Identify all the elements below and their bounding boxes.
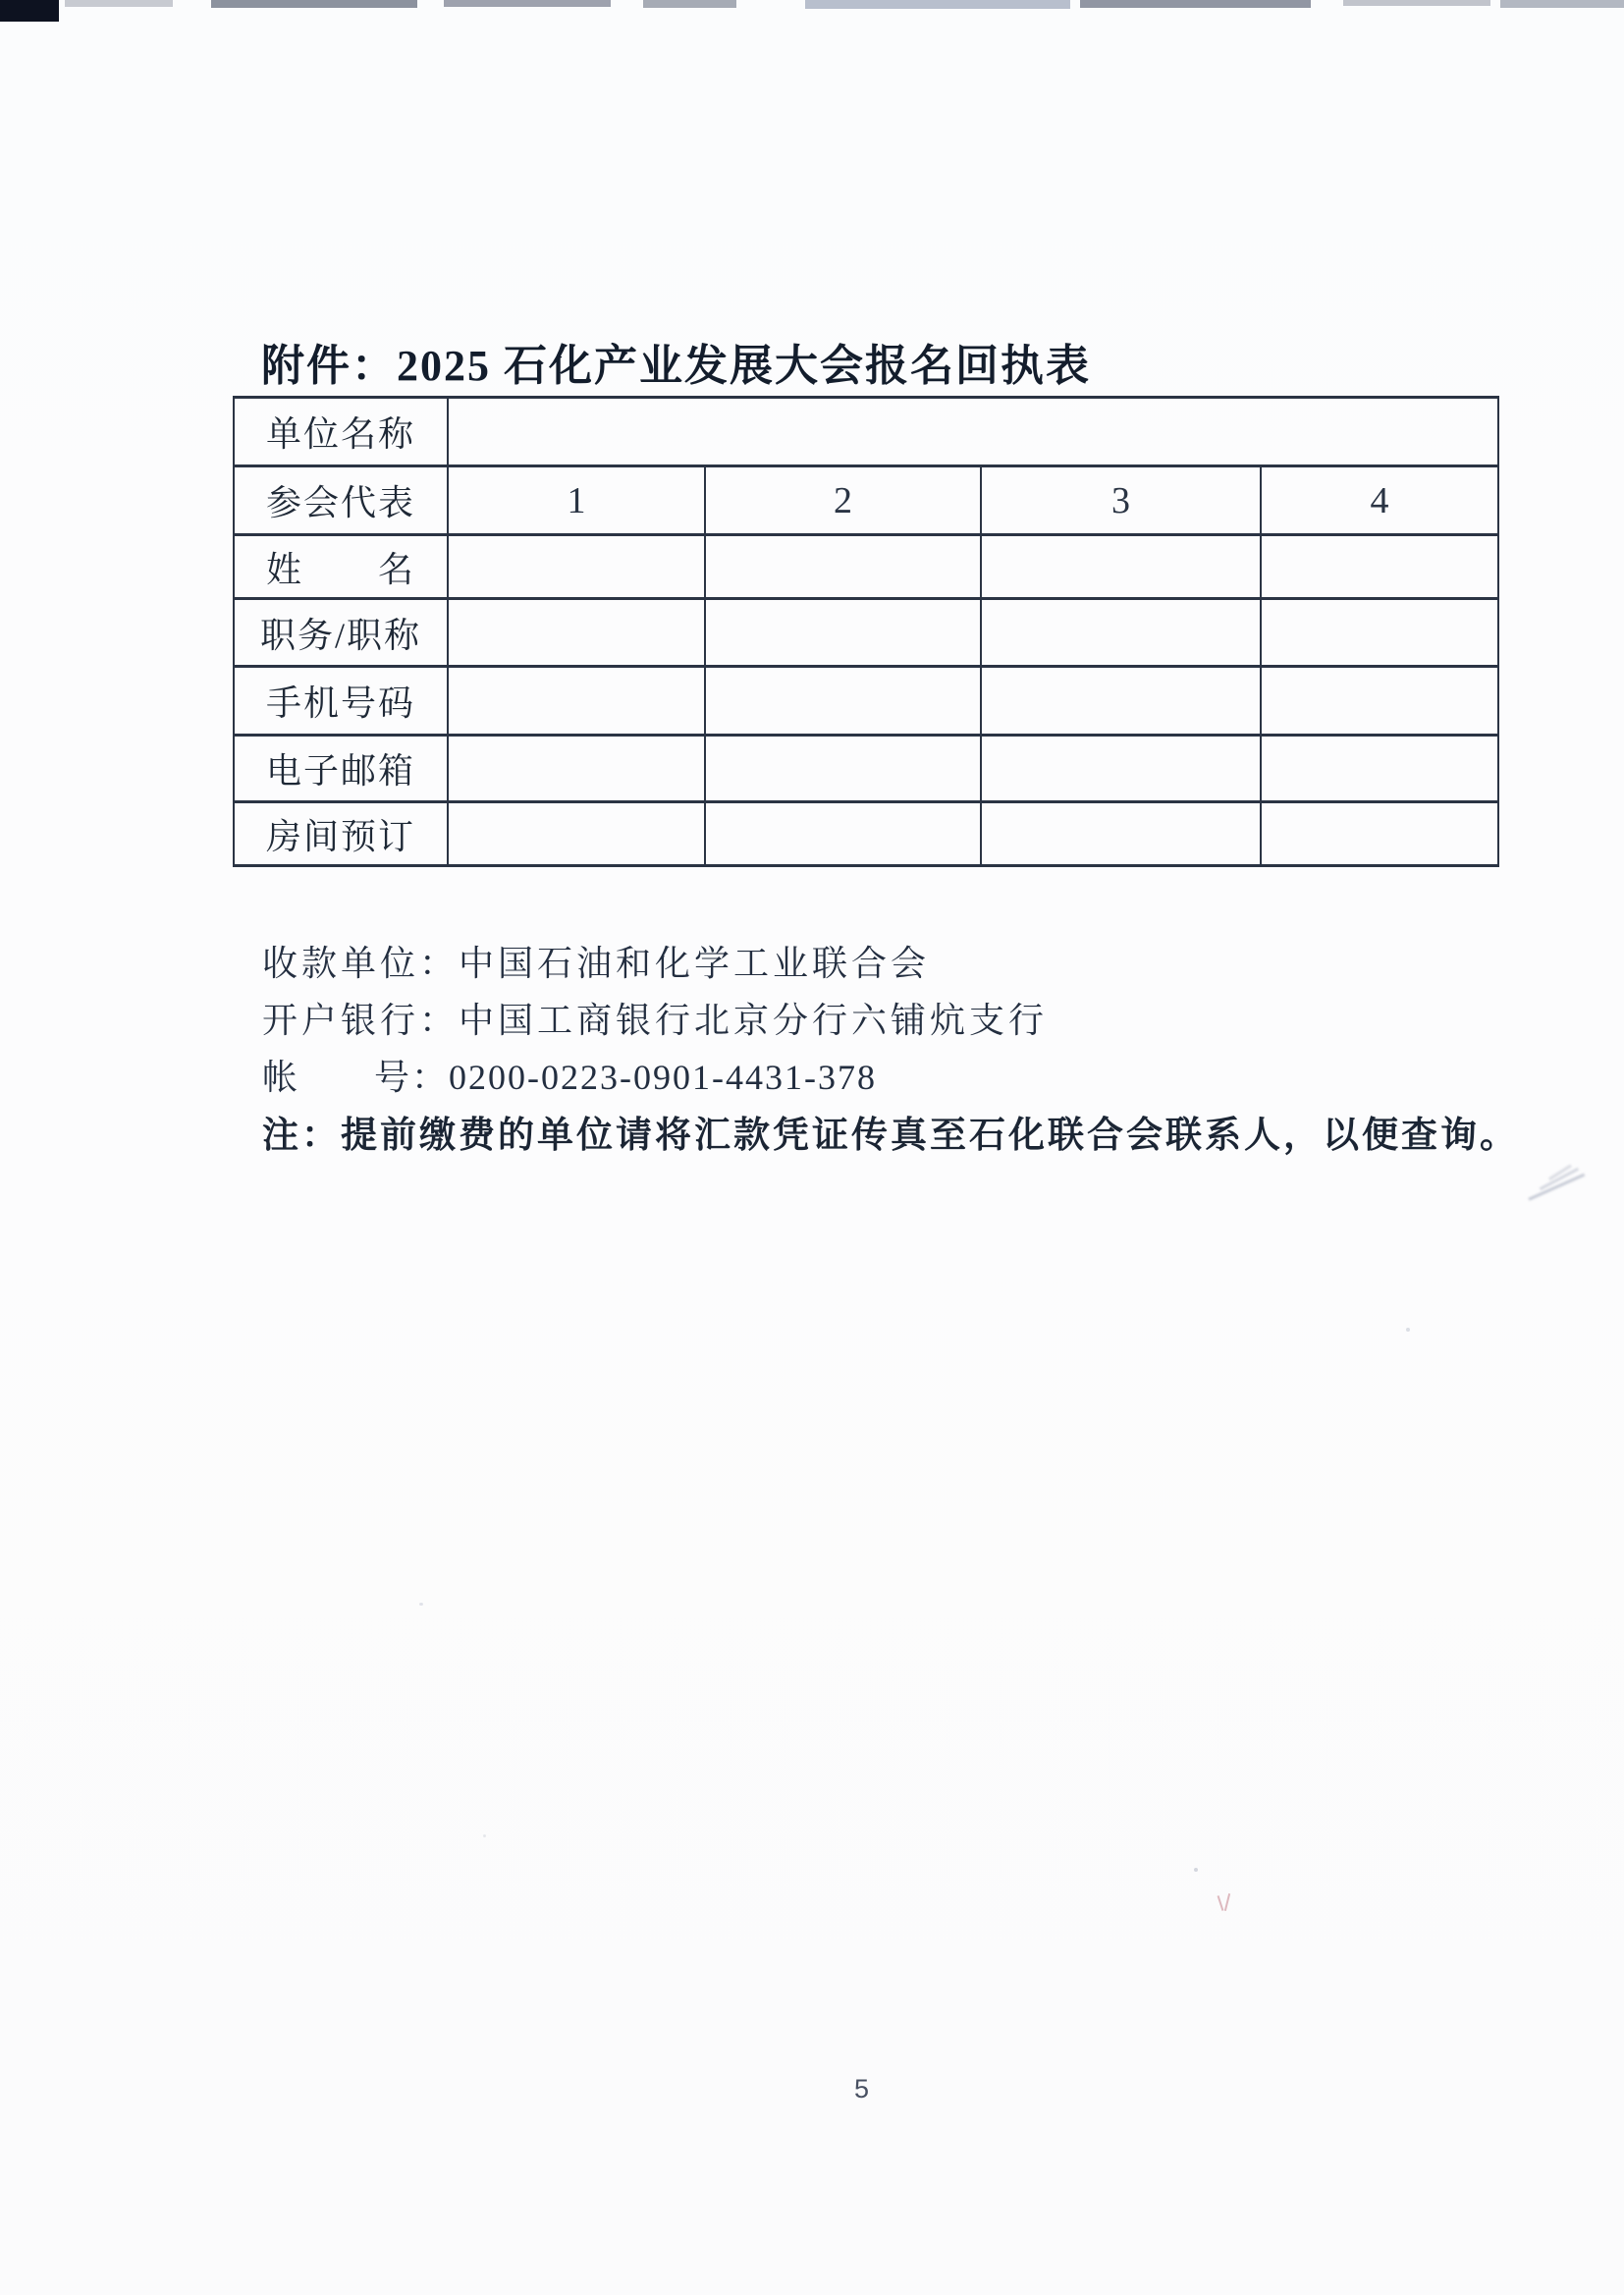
table-row-mobile bbox=[234, 667, 1498, 736]
payment-info-block bbox=[262, 935, 1519, 1165]
note-line: 注：提前缴费的单位请将汇款凭证传真至石化联合会联系人，以便查询。 bbox=[262, 1116, 1519, 1156]
scan-speck bbox=[483, 1834, 486, 1837]
payee-label: 收款单位： bbox=[262, 944, 460, 983]
bank-label: 开户银行： bbox=[262, 1001, 460, 1040]
delegate-number-cell: 4 bbox=[1261, 466, 1498, 535]
table-cell bbox=[981, 535, 1261, 599]
table-cell bbox=[981, 736, 1261, 802]
table-cell bbox=[1261, 599, 1498, 667]
page-number: 5 bbox=[854, 2074, 870, 2104]
table-cell bbox=[448, 599, 705, 667]
scan-mark bbox=[1218, 1893, 1233, 1913]
account-label: 帐 号： bbox=[262, 1058, 450, 1097]
table-cell bbox=[448, 667, 705, 736]
row-label-unit-name: 单位名称 bbox=[234, 398, 448, 466]
table-cell bbox=[448, 736, 705, 802]
scan-speck bbox=[1194, 1868, 1198, 1872]
table-row-room-booking bbox=[234, 802, 1498, 866]
bank-line bbox=[262, 992, 1519, 1049]
payee-value: 中国石油和化学工业联合会 bbox=[459, 944, 931, 983]
row-label-position: 职务/职称 bbox=[234, 599, 448, 667]
table-row-position bbox=[234, 599, 1498, 667]
row-label-mobile: 手机号码 bbox=[234, 667, 448, 736]
table-cell bbox=[981, 599, 1261, 667]
table-row-name bbox=[234, 535, 1498, 599]
table-cell-unit-name-value bbox=[448, 398, 1498, 466]
scan-speck bbox=[419, 1603, 423, 1606]
table-cell bbox=[1261, 736, 1498, 802]
bank-value: 中国工商银行北京分行六铺炕支行 bbox=[459, 1001, 1049, 1040]
table-cell bbox=[1261, 802, 1498, 866]
registration-form-table bbox=[233, 396, 1499, 867]
row-label-name: 姓 名 bbox=[234, 535, 448, 599]
attachment-title: 附件：2025 石化产业发展大会报名回执表 bbox=[261, 342, 1091, 390]
delegate-number-cell: 1 bbox=[448, 466, 705, 535]
table-cell bbox=[981, 667, 1261, 736]
table-cell bbox=[1261, 667, 1498, 736]
account-number: 0200-0223-0901-4431-378 bbox=[449, 1058, 877, 1097]
table-row-delegates bbox=[234, 466, 1498, 535]
table-cell bbox=[448, 535, 705, 599]
table-row-email bbox=[234, 736, 1498, 802]
table-cell bbox=[981, 802, 1261, 866]
row-label-delegates: 参会代表 bbox=[234, 466, 448, 535]
table-cell bbox=[448, 802, 705, 866]
scan-artifact-black-block bbox=[0, 0, 59, 22]
account-line bbox=[262, 1049, 1519, 1106]
delegate-number-cell: 2 bbox=[705, 466, 981, 535]
table-cell bbox=[705, 736, 981, 802]
scan-speck bbox=[1406, 1328, 1410, 1332]
payee-line bbox=[262, 935, 1519, 992]
table-row-unit-name bbox=[234, 398, 1498, 466]
table-cell bbox=[1261, 535, 1498, 599]
table-cell bbox=[705, 667, 981, 736]
row-label-email: 电子邮箱 bbox=[234, 736, 448, 802]
delegate-number-cell: 3 bbox=[981, 466, 1261, 535]
table-cell bbox=[705, 599, 981, 667]
row-label-room-booking: 房间预订 bbox=[234, 802, 448, 866]
table-cell bbox=[705, 535, 981, 599]
scan-smudge bbox=[1519, 1158, 1602, 1213]
table-cell bbox=[705, 802, 981, 866]
